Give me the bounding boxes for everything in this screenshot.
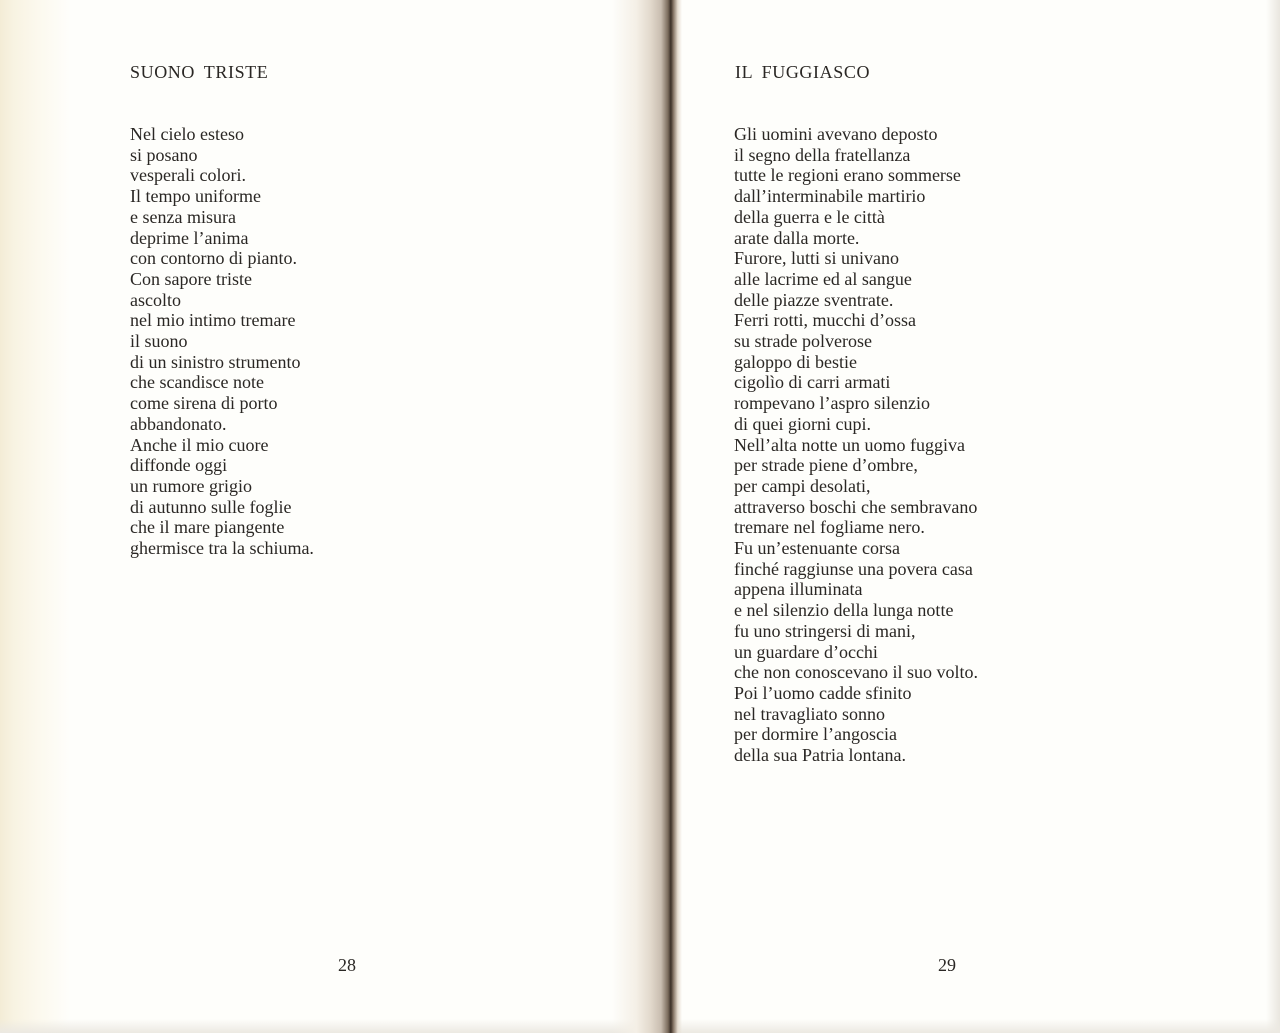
- poem-line: della guerra e le città: [734, 206, 885, 227]
- poem-body: [130, 124, 314, 559]
- poem-line: Anche il mio cuore: [130, 434, 269, 455]
- poem-line: che il mare piangente: [130, 517, 285, 538]
- poem-line: che scandisce note: [130, 372, 264, 393]
- poem-line: Ferri rotti, mucchi d’ossa: [734, 310, 916, 331]
- poem-body: [734, 124, 978, 766]
- poem-line: attraverso boschi che sembravano: [734, 496, 978, 517]
- poem-line: appena illuminata: [734, 579, 863, 600]
- poem-line: un rumore grigio: [130, 475, 252, 496]
- right-page: [660, 0, 1280, 1033]
- poem-line: fu uno stringersi di mani,: [734, 620, 916, 641]
- poem-line: Il tempo uniforme: [130, 186, 261, 207]
- poem-line: rompevano l’aspro silenzio: [734, 393, 930, 414]
- page-number: 29: [938, 955, 956, 975]
- poem-line: Gli uomini avevano deposto: [734, 124, 938, 144]
- poem-line: nel mio intimo tremare: [130, 310, 296, 331]
- poem-line: ghermisce tra la schiuma.: [130, 538, 314, 559]
- poem-line: ascolto: [130, 289, 181, 310]
- poem-line: Furore, lutti si univano: [734, 248, 899, 269]
- poem-line: per strade piene d’ombre,: [734, 455, 918, 476]
- poem-line: nel travagliato sonno: [734, 703, 885, 724]
- poem-line: cigolìo di carri armati: [734, 372, 891, 393]
- poem-line: il segno della fratellanza: [734, 144, 911, 165]
- poem-line: abbandonato.: [130, 413, 227, 434]
- poem-line: Nel cielo esteso: [130, 124, 244, 144]
- poem-line: su strade polverose: [734, 331, 872, 352]
- poem-line: dall’interminabile martirio: [734, 186, 926, 207]
- poem-line: con contorno di pianto.: [130, 248, 297, 269]
- poem-line: di quei giorni cupi.: [734, 413, 871, 434]
- poem-line: come sirena di porto: [130, 393, 278, 414]
- poem-line: Fu un’estenuante corsa: [734, 538, 900, 559]
- poem-line: e nel silenzio della lunga notte: [734, 600, 954, 621]
- poem-line: di autunno sulle foglie: [130, 496, 292, 517]
- poem-line: tremare nel fogliame nero.: [734, 517, 925, 538]
- poem-line: alle lacrime ed al sangue: [734, 268, 912, 289]
- poem-line: tutte le regioni erano sommerse: [734, 165, 961, 186]
- poem-line: di un sinistro strumento: [130, 351, 301, 372]
- poem-title: SUONO TRISTE: [130, 62, 269, 82]
- poem-line: un guardare d’occhi: [734, 641, 878, 662]
- poem-line: che non conoscevano il suo volto.: [734, 662, 978, 683]
- poem-line: arate dalla morte.: [734, 227, 860, 248]
- poem-line: si posano: [130, 144, 198, 165]
- poem-line: per campi desolati,: [734, 475, 871, 496]
- poem-line: vesperali colori.: [130, 165, 246, 186]
- poem-line: e senza misura: [130, 206, 236, 227]
- poem-line: finché raggiunse una povera casa: [734, 558, 973, 579]
- poem-line: della sua Patria lontana.: [734, 745, 906, 766]
- poem-line: galoppo di bestie: [734, 351, 857, 372]
- poem-title: IL FUGGIASCO: [735, 62, 871, 82]
- page-number: 28: [338, 955, 356, 975]
- poem-line: diffonde oggi: [130, 455, 228, 476]
- poem-line: Poi l’uomo cadde sfinito: [734, 682, 912, 703]
- poem-line: per dormire l’angoscia: [734, 724, 897, 745]
- poem-line: Nell’alta notte un uomo fuggiva: [734, 434, 965, 455]
- poem-line: il suono: [130, 331, 188, 352]
- poem-line: delle piazze sventrate.: [734, 289, 894, 310]
- poem-line: Con sapore triste: [130, 268, 252, 289]
- poem-line: deprime l’anima: [130, 227, 249, 248]
